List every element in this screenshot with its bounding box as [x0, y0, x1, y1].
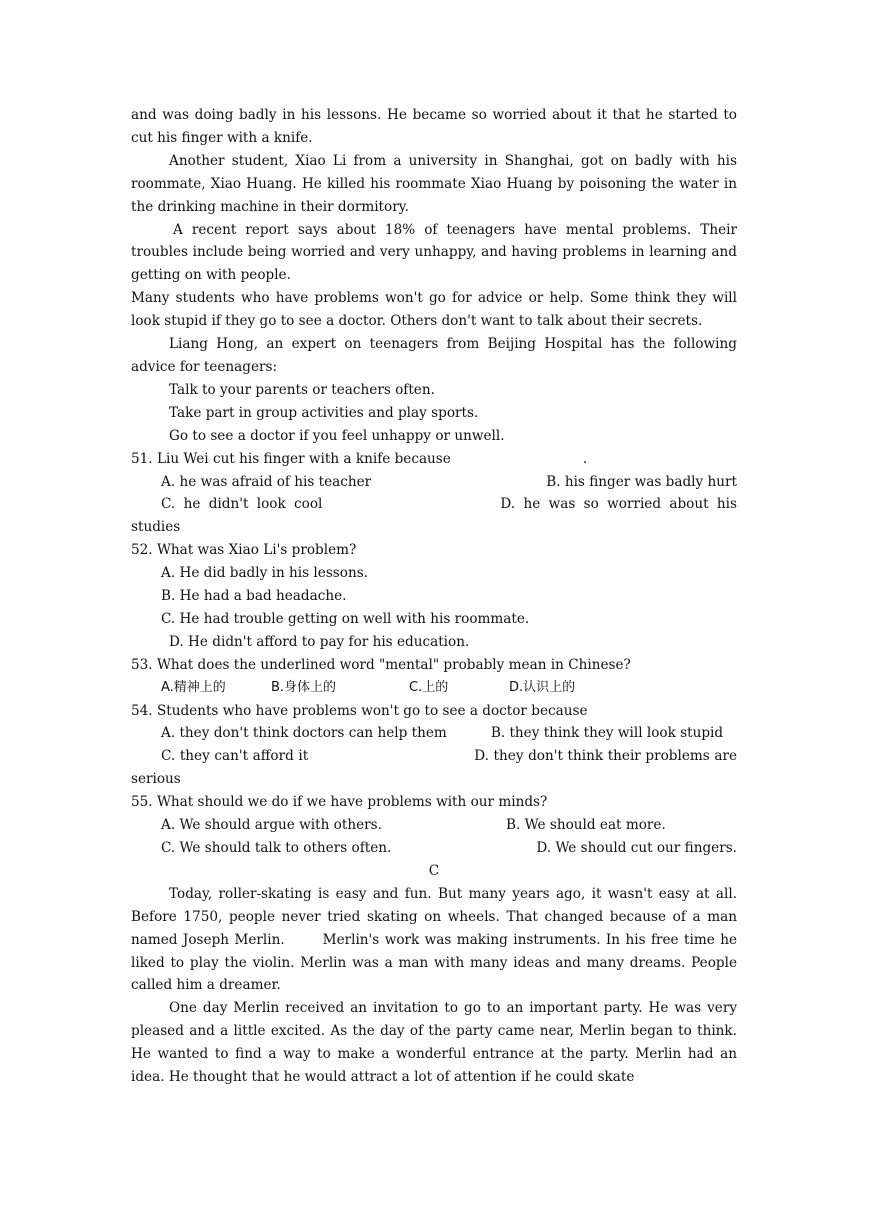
option-a: A. He did badly in his lessons. [161, 565, 369, 582]
option-d: D.认识上的 [509, 679, 576, 695]
option-b: B.身体上的 [271, 679, 337, 695]
option-a: A. he was afraid of his teacher [161, 473, 372, 490]
question-55-options-ab [131, 814, 737, 837]
question-54-options-cd [131, 745, 737, 791]
option-d: D. they don't think their problems are serious [131, 748, 737, 788]
paragraph-b3: Many students who have problems won't go for advice or help. Some think they will look stupid if they go to see a doctor. Others don't want to talk about their secrets. [131, 290, 737, 330]
advice-item: Take part in group activities and play sports. [169, 404, 479, 421]
question-52-stem: 52. What was Xiao Li's problem? [131, 542, 357, 559]
question-55-stem: 55. What should we do if we have problems with our minds? [131, 794, 548, 811]
question-54-stem: 54. Students who have problems won't go to see a doctor because [131, 702, 588, 719]
option-b: B. He had a bad headache. [161, 588, 347, 605]
option-d: D. We should cut our fingers. [536, 840, 737, 856]
advice-item: Go to see a doctor if you feel unhappy or unwell. [169, 427, 505, 444]
question-54-options-ab [131, 722, 737, 745]
option-a: A.精神上的 [161, 679, 226, 695]
paragraph-b2: A recent report says about 18% of teenagers have mental problems. Their troubles include being worried and very unhappy, and having problems in learning and getting on with people. [131, 221, 737, 284]
paragraph-b1: Another student, Xiao Li from a university in Shanghai, got on badly with his roommate, Xiao Huang. He killed his roommate Xiao Huang by poisoning the water in the drinking machine in their dormitory. [131, 152, 737, 215]
option-d: D. he was so worried about his studies [131, 496, 737, 536]
question-53-stem: 53. What does the underlined word "mental" probably mean in Chinese? [131, 656, 631, 673]
question-51 [131, 448, 737, 471]
question-51-options-ab [131, 471, 737, 494]
question-55-options-cd [131, 837, 737, 860]
advice-item: Talk to your parents or teachers often. [169, 381, 435, 398]
question-51-stem: 51. Liu Wei cut his finger with a knife because [131, 450, 451, 467]
question-53-options [131, 677, 737, 700]
paragraph-b4: Liang Hong, an expert on teenagers from Beijing Hospital has the following advice for teenagers: [131, 336, 737, 375]
option-c: C. he didn't look cool [161, 496, 323, 513]
question-51-options-cd [131, 493, 737, 539]
option-a: A. they don't think doctors can help them [161, 725, 447, 742]
document-page [131, 104, 742, 1089]
option-b: B. We should eat more. [506, 817, 666, 834]
question-51-end: . [582, 450, 588, 467]
option-b: B. they think they will look stupid [490, 725, 724, 742]
option-c: C.上的 [409, 679, 449, 695]
paragraph-c2: One day Merlin received an invitation to go to an important party. He was very pleased and a little excited. As the day of the party came near, Merlin began to think. He wanted to find a way to make a wonderful entrance at the party. Merlin had an idea. He thought that he would attract a lot of attention if he could skate [131, 1000, 737, 1086]
section-heading-c: C [428, 862, 440, 879]
option-c: C. We should talk to others often. [161, 840, 392, 856]
paragraph-b0: and was doing badly in his lessons. He became so worried about it that he started to cut his finger with a knife. [131, 107, 737, 146]
option-b: B. his finger was badly hurt [546, 473, 737, 490]
option-c: C. He had trouble getting on well with his roommate. [161, 610, 530, 627]
paragraph-c1: Today, roller-skating is easy and fun. But many years ago, it wasn't easy at all. Before 1750, people never tried skating on wheels. That changed because of a man named Joseph Merlin. Merlin's work was making instruments. In his free time he liked to play the violin. Merlin was a man with many ideas and many dreams. People called him a dreamer. [131, 885, 742, 994]
option-c: C. they can't afford it [161, 748, 309, 765]
option-a: A. We should argue with others. [161, 817, 382, 834]
option-d: D. He didn't afford to pay for his education. [169, 633, 470, 650]
